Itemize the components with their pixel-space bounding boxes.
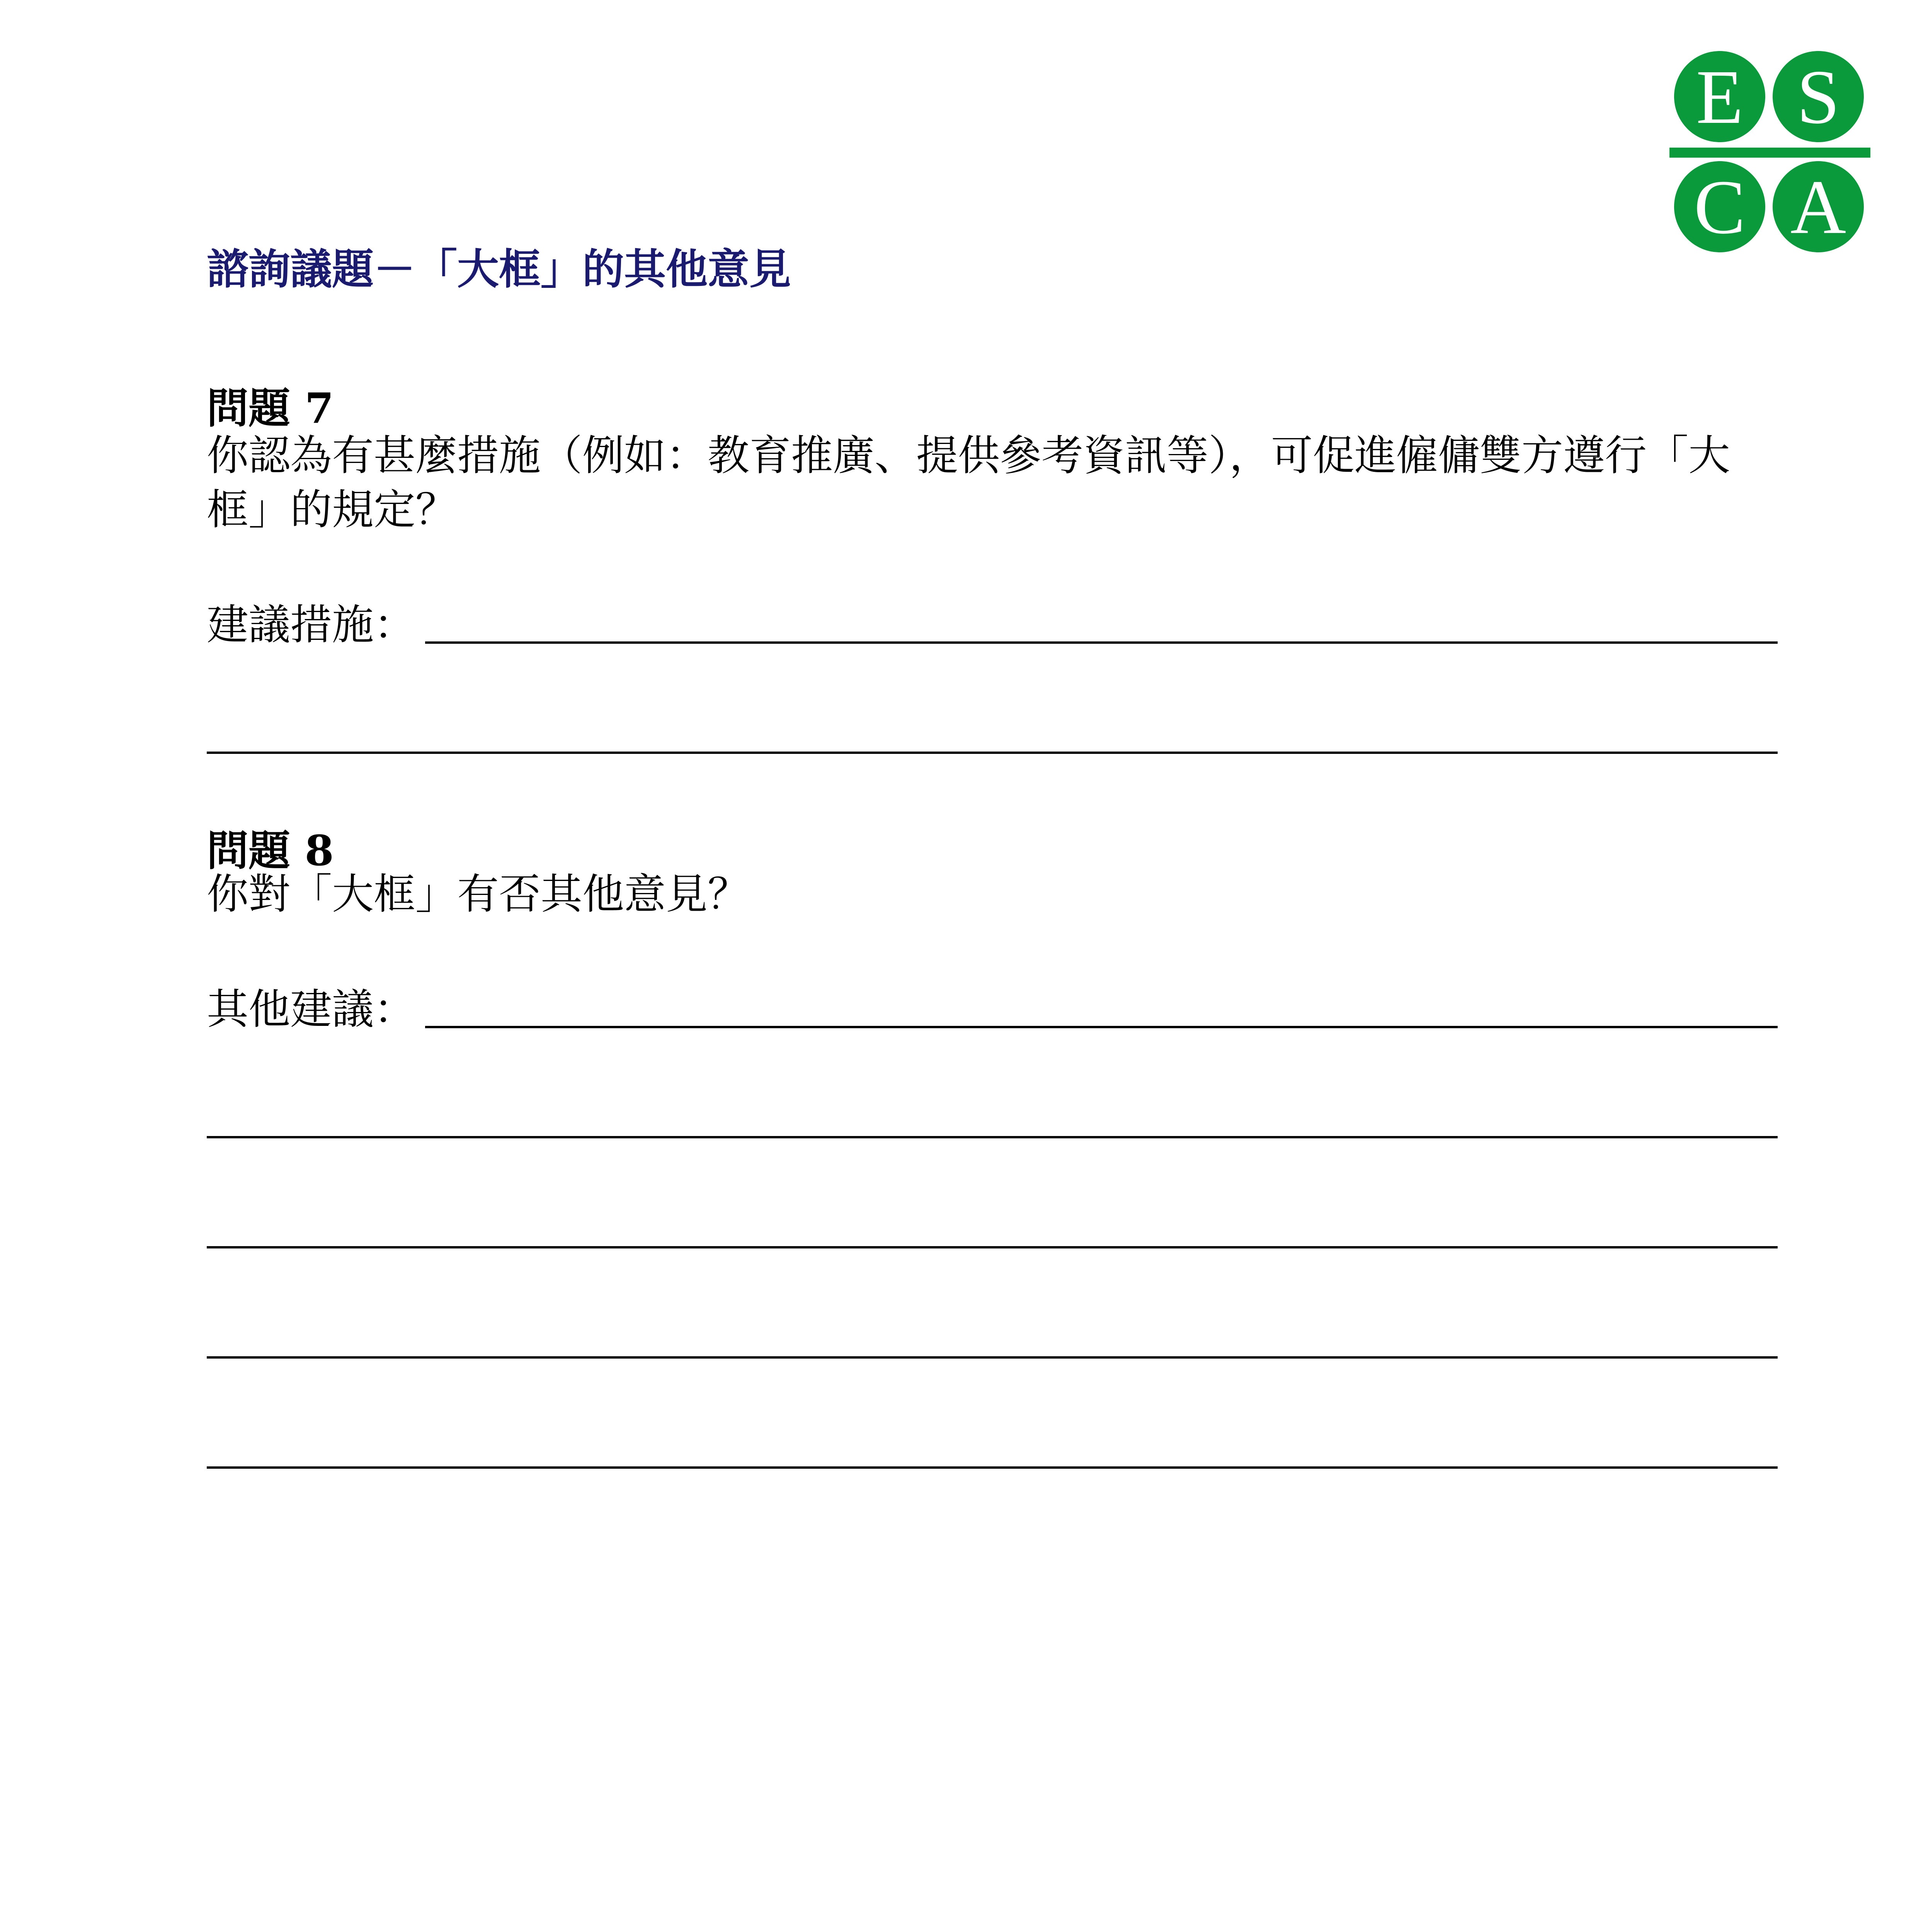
- question-7-text: 你認為有甚麼措施（例如：教育推廣、提供參考資訊等），可促進僱傭雙方遵行「大框」的規定？: [207, 432, 1731, 534]
- question-7-answer-label: 建議措施：: [207, 601, 416, 649]
- logo-letter-s: S: [1797, 54, 1840, 140]
- question-8-answer-line-4[interactable]: [207, 1356, 1778, 1359]
- logo-letter-e: E: [1696, 54, 1744, 140]
- logo-letter-c: C: [1694, 165, 1746, 250]
- question-7-answer-line-1[interactable]: [425, 641, 1778, 644]
- question-8-text: 你對「大框」有否其他意見？: [207, 870, 750, 918]
- section-title: 諮詢議題－「大框」的其他意見: [207, 245, 791, 294]
- question-8-answer-line-1[interactable]: [425, 1026, 1778, 1028]
- question-8-answer-line-2[interactable]: [207, 1136, 1778, 1138]
- question-8-answer-label: 其他建議：: [207, 985, 416, 1034]
- logo-letter-a: A: [1790, 165, 1846, 250]
- question-7-answer-line-2[interactable]: [207, 752, 1778, 754]
- question-8-answer-line-5[interactable]: [207, 1466, 1778, 1469]
- question-7-heading: 問題 7: [207, 384, 334, 433]
- logo-bar: [1669, 148, 1870, 158]
- esca-logo: [1669, 46, 1870, 263]
- question-8-heading: 問題 8: [207, 827, 334, 875]
- question-8-answer-line-3[interactable]: [207, 1246, 1778, 1248]
